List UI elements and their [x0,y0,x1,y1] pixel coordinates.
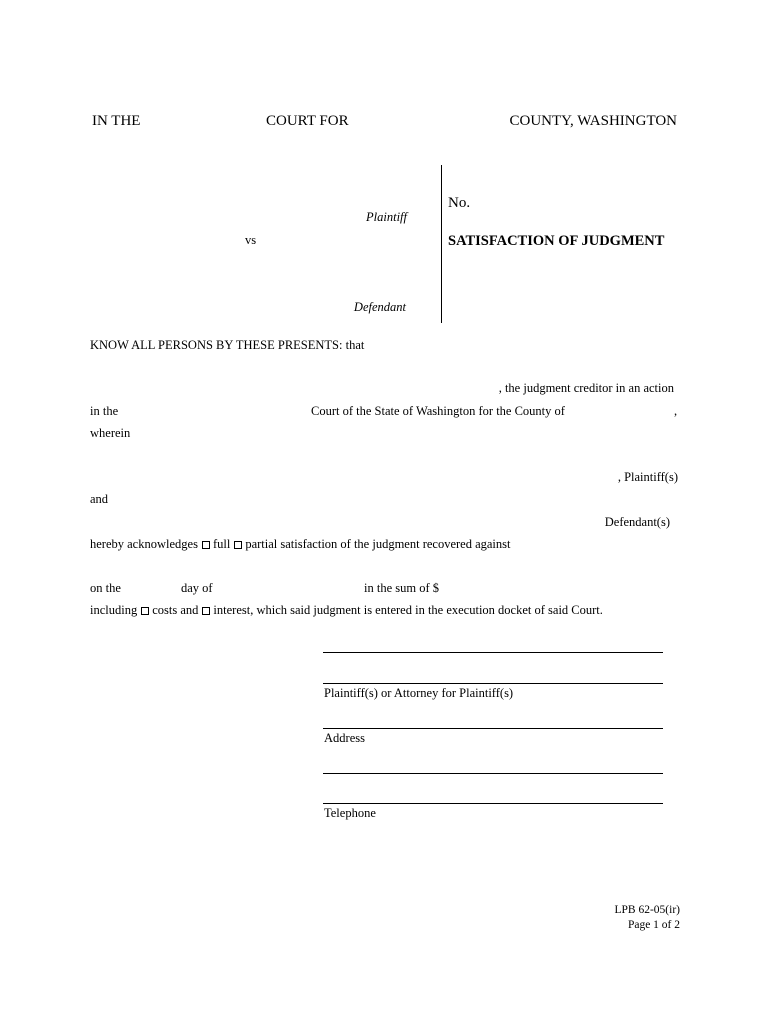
judgment-creditor-text: , the judgment creditor in an action [498,381,674,395]
costs-checkbox[interactable] [141,607,149,615]
in-the-label: in the [90,404,119,418]
telephone-label: Telephone [324,806,376,820]
signature-line-2 [323,683,663,684]
on-the-label: on the [90,581,121,595]
header-court-for: COURT FOR [266,113,349,129]
sum-of-label: in the sum of $ [364,581,439,595]
address-line [323,728,663,729]
including-text: including [90,603,138,617]
header-county: COUNTY, WASHINGTON [509,113,677,129]
address-line-2 [323,773,663,774]
case-number-label: No. [448,195,471,211]
costs-text: costs and [152,603,199,617]
full-checkbox[interactable] [202,541,210,549]
acknowledgment-line [90,537,511,552]
including-line [90,603,603,618]
court-of-state-text: Court of the State of Washington for the County of [311,404,565,418]
plaintiff-label: Plaintiff [366,210,407,224]
county-comma: , [674,404,678,418]
partial-checkbox[interactable] [234,541,242,549]
interest-text: interest, which said judgment is entered in the execution docket of said Court. [213,603,603,617]
plaintiff-attorney-label: Plaintiff(s) or Attorney for Plaintiff(s) [324,686,514,700]
form-id: LPB 62-05(ir) [614,904,680,916]
defendant-label: Defendant [353,300,406,314]
and-label: and [90,492,109,506]
hereby-text: hereby acknowledges [90,537,198,551]
partial-text: partial satisfaction of the judgment recovered against [245,537,511,551]
signature-line-1 [323,652,663,653]
full-text: full [212,537,231,551]
defendants-label: Defendant(s) [604,515,670,529]
plaintiffs-label: , Plaintiff(s) [617,470,678,484]
footer [615,903,680,933]
page-number: Page 1 of 2 [627,919,680,931]
header-in-the: IN THE [92,113,141,129]
interest-checkbox[interactable] [202,607,210,615]
telephone-line [323,803,663,804]
vs-label: vs [245,233,257,247]
know-all-persons: KNOW ALL PERSONS BY THESE PRESENTS: that [90,338,365,352]
day-of-label: day of [181,581,213,595]
document-title: SATISFACTION OF JUDGMENT [448,233,665,249]
address-label: Address [324,731,365,745]
caption-divider [441,165,442,323]
wherein-label: wherein [90,426,131,440]
